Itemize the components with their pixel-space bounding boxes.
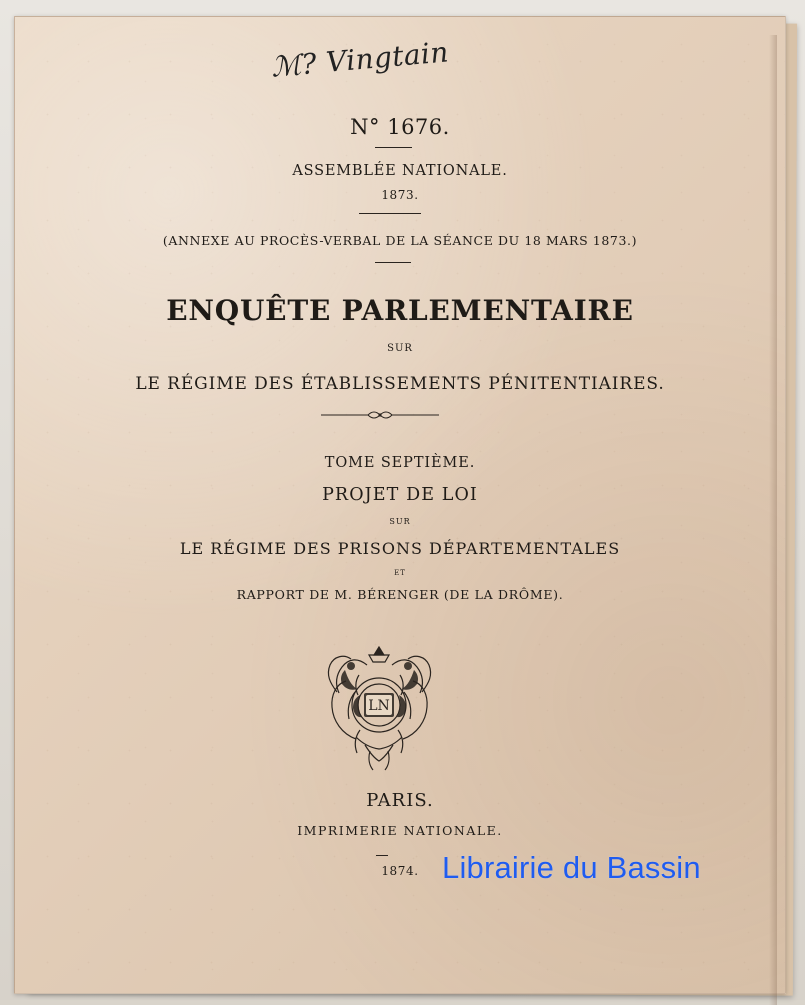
report-title: RAPPORT DE M. BÉRENGER (DE LA DRÔME). bbox=[236, 587, 564, 602]
annex-line: (ANNEXE AU PROCÈS-VERBAL DE LA SÉANCE DU 18 MARS 1873.) bbox=[162, 233, 638, 248]
rule-under-number bbox=[375, 147, 412, 148]
ornamental-rule-icon bbox=[320, 409, 440, 421]
bill-title: PROJET DE LOI bbox=[322, 485, 478, 505]
publisher-name: IMPRIMERIE NATIONALE. bbox=[297, 823, 503, 838]
handwritten-note: ℳ? Vingtain bbox=[269, 35, 450, 84]
volume-title: TOME SEPTIÈME. bbox=[324, 455, 476, 471]
main-title: ENQUÊTE PARLEMENTAIRE bbox=[166, 294, 634, 327]
national-emblem-icon bbox=[312, 637, 447, 777]
document-page bbox=[14, 16, 786, 994]
shop-watermark: Librairie du Bassin bbox=[442, 850, 701, 885]
subject-title: LE RÉGIME DES ÉTABLISSEMENTS PÉNITENTIAIRES. bbox=[135, 374, 665, 394]
publication-year: 1874. bbox=[381, 864, 419, 878]
prisons-title: LE RÉGIME DES PRISONS DÉPARTEMENTALES bbox=[179, 539, 621, 558]
document-number: N° 1676. bbox=[350, 115, 450, 139]
year-top: 1873. bbox=[381, 188, 419, 202]
assembly-heading: ASSEMBLÉE NATIONALE. bbox=[292, 163, 508, 179]
sur-label-1: SUR bbox=[387, 343, 413, 354]
et-label: ET bbox=[394, 569, 406, 577]
rule-under-year bbox=[359, 213, 421, 214]
rule-under-annex bbox=[375, 262, 411, 263]
sur-label-2: SUR bbox=[389, 517, 411, 526]
publication-city: PARIS. bbox=[366, 790, 434, 811]
svg-text:LN: LN bbox=[368, 698, 390, 714]
rule-above-year-bottom bbox=[376, 855, 388, 856]
